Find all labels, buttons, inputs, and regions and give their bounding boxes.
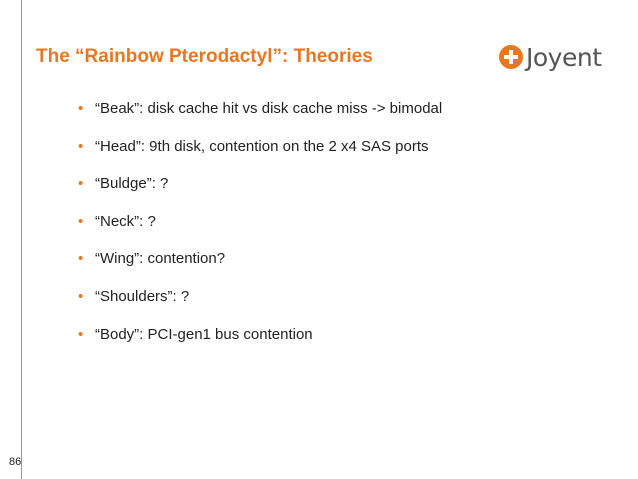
bullet-icon: • (78, 100, 84, 117)
left-divider (21, 0, 22, 479)
bullet-icon: • (78, 287, 84, 305)
bullet-text: “Buldge”: ? (95, 175, 169, 193)
bullet-list (78, 100, 442, 363)
bullet-text: “Shoulders”: ? (95, 287, 190, 305)
bullet-text: “Beak”: disk cache hit vs disk cache miss -> bimodal (95, 100, 443, 117)
list-item (78, 175, 442, 213)
bullet-text: “Neck”: ? (95, 212, 156, 230)
list-item (78, 100, 442, 138)
list-item (78, 250, 442, 288)
joyent-logo (499, 41, 602, 73)
list-item (78, 138, 442, 176)
bullet-text: “Head”: 9th disk, contention on the 2 x4 SAS ports (95, 137, 429, 155)
page-number: 86 (9, 456, 22, 468)
bullet-icon: • (78, 212, 84, 230)
list-item (78, 213, 442, 251)
list-item (78, 288, 442, 326)
bullet-icon: • (78, 325, 84, 343)
bullet-text: “Body”: PCI-gen1 bus contention (95, 325, 313, 343)
logo-text: Joyent (526, 42, 602, 72)
bullet-icon: • (78, 175, 84, 193)
bullet-text: “Wing”: contention? (95, 250, 226, 268)
bullet-icon: • (78, 137, 84, 155)
slide-title: The “Rainbow Pterodactyl”: Theories (36, 46, 373, 67)
joyent-plus-logo-icon (499, 45, 523, 69)
list-item (78, 326, 442, 364)
bullet-icon: • (78, 250, 84, 268)
